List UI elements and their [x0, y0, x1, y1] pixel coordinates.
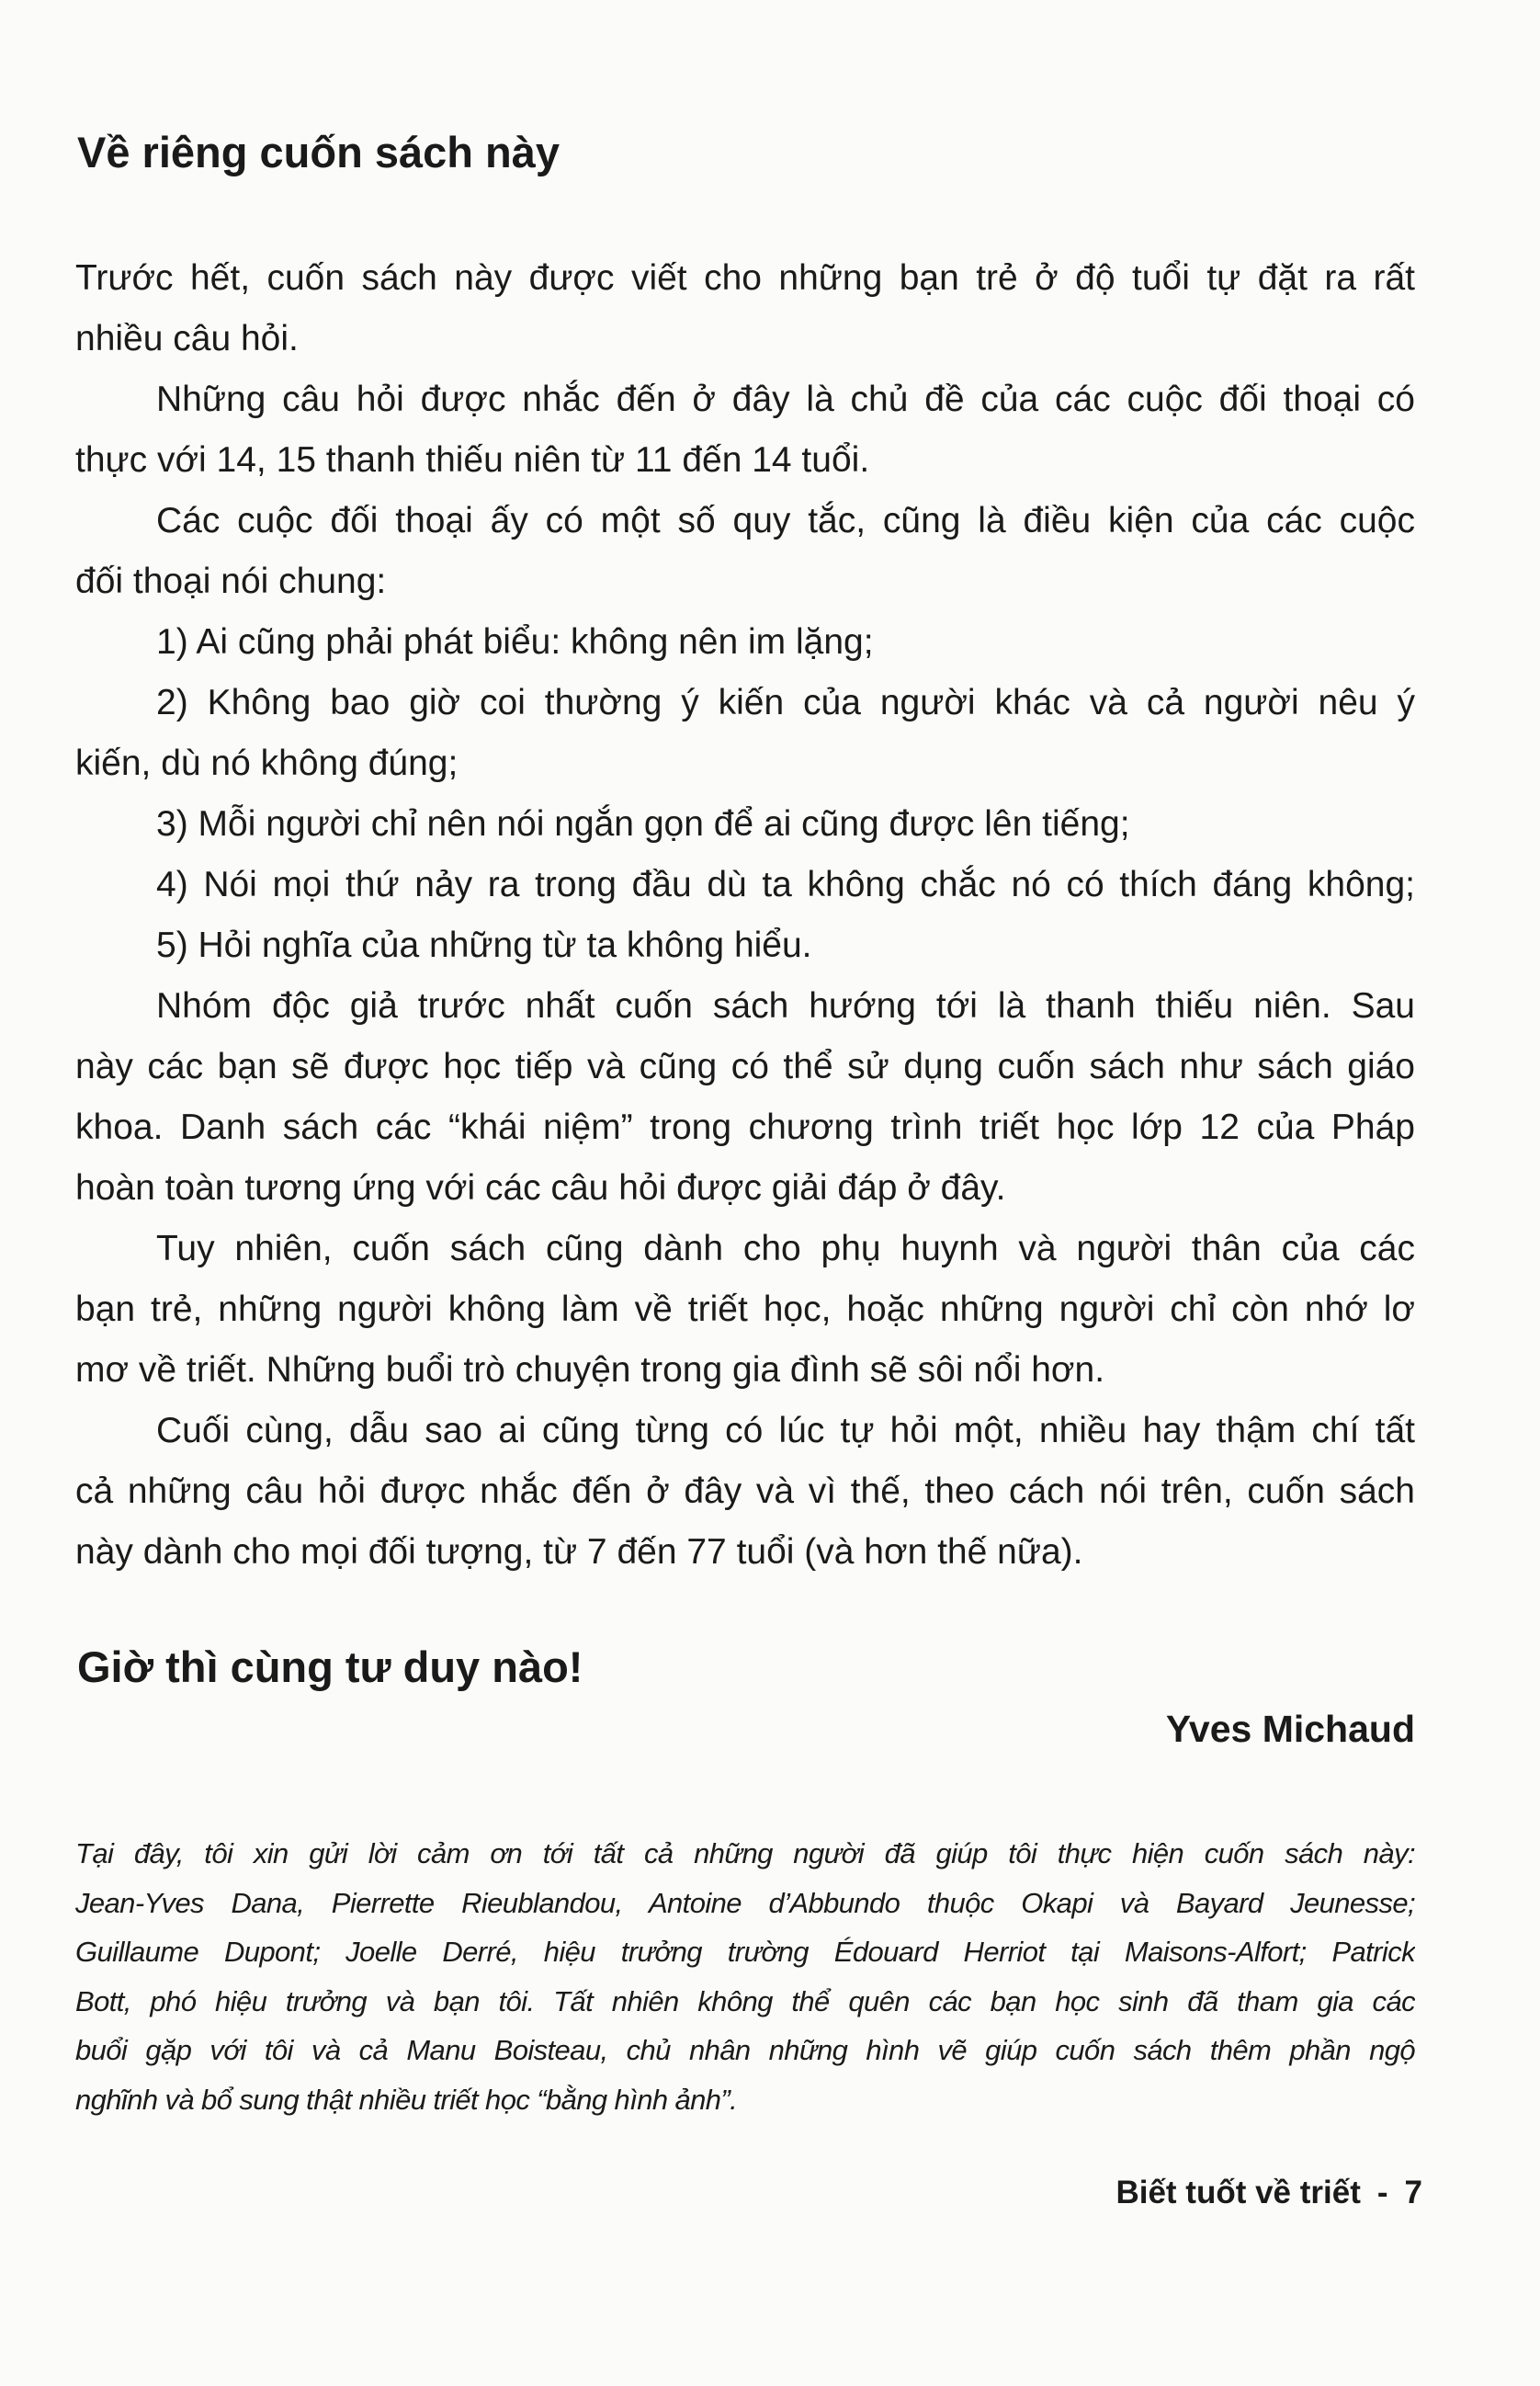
section-heading: Về riêng cuốn sách này — [77, 128, 561, 176]
text-line: Những câu hỏi được nhắc đến ở đây là chủ đề của các cuộc đối thoại có — [156, 380, 1415, 419]
ack-line: Bott, phó hiệu trưởng và bạn tôi. Tất nhiên không thể quên các bạn học sinh đã tham gia các — [75, 1984, 1415, 2017]
ack-line: buổi gặp với tôi và cả Manu Boisteau, chủ nhân những hình vẽ giúp cuốn sách thêm phần ngộ — [75, 2034, 1415, 2066]
page-footer — [1099, 2175, 1422, 2211]
text-line: Cuối cùng, dẫu sao ai cũng từng có lúc tự hỏi một, nhiều hay thậm chí tất — [156, 1411, 1415, 1450]
ack-line: Jean-Yves Dana, Pierrette Rieublandou, Antoine d’Abbundo thuộc Okapi và Bayard Jeunesse; — [75, 1886, 1415, 1919]
text-line: Tuy nhiên, cuốn sách cũng dành cho phụ huynh và người thân của các — [156, 1229, 1415, 1268]
ack-line: Guillaume Dupont; Joelle Derré, hiệu trưởng trường Édouard Herriot tại Maisons-Alfort; Patrick — [75, 1936, 1415, 1968]
text-line: bạn trẻ, những người không làm về triết học, hoặc những người chỉ còn nhớ lơ — [75, 1290, 1415, 1329]
text-line: kiến, dù nó không đúng; — [75, 744, 459, 783]
body-text — [75, 248, 1415, 1583]
text-line: khoa. Danh sách các “khái niệm” trong chương trình triết học lớp 12 của Pháp — [75, 1108, 1415, 1147]
text-line: 2) Không bao giờ coi thường ý kiến của người khác và cả người nêu ý — [156, 683, 1415, 722]
text-line: đối thoại nói chung: — [75, 562, 387, 601]
text-line: cả những câu hỏi được nhắc đến ở đây và vì thế, theo cách nói trên, cuốn sách — [75, 1471, 1415, 1511]
page-number: 7 — [1404, 2175, 1422, 2210]
text-line: hoàn toàn tương ứng với các câu hỏi được giải đáp ở đây. — [75, 1168, 1006, 1208]
text-line: 5) Hỏi nghĩa của những từ ta không hiểu. — [156, 926, 812, 965]
text-line: nhiều câu hỏi. — [75, 319, 299, 358]
footer-separator: - — [1376, 2175, 1388, 2210]
text-line: 3) Mỗi người chỉ nên nói ngắn gọn để ai cũng được lên tiếng; — [156, 804, 1130, 844]
text-line: Các cuộc đối thoại ấy có một số quy tắc, cũng là điều kiện của các cuộc — [156, 501, 1415, 540]
text-line: này dành cho mọi đối tượng, từ 7 đến 77 tuổi (và hơn thế nữa). — [75, 1532, 1083, 1572]
footer-book-title: Biết tuốt về triết — [1115, 2175, 1361, 2210]
text-line: Nhóm độc giả trước nhất cuốn sách hướng tới là thanh thiếu niên. Sau — [156, 986, 1415, 1026]
text-line: này các bạn sẽ được học tiếp và cũng có thể sử dụng cuốn sách như sách giáo — [75, 1047, 1415, 1086]
closing-heading: Giờ thì cùng tư duy nào! — [77, 1642, 583, 1691]
ack-line: nghĩnh và bổ sung thật nhiều triết học “bằng hình ảnh”. — [75, 2083, 738, 2116]
text-line: Trước hết, cuốn sách này được viết cho những bạn trẻ ở độ tuổi tự đặt ra rất — [75, 258, 1415, 298]
text-line: thực với 14, 15 thanh thiếu niên từ 11 đến 14 tuổi. — [75, 440, 870, 480]
text-line: 4) Nói mọi thứ nảy ra trong đầu dù ta không chắc nó có thích đáng không; — [156, 865, 1415, 904]
ack-line: Tại đây, tôi xin gửi lời cảm ơn tới tất cả những người đã giúp tôi thực hiện cuốn sách này: — [75, 1837, 1415, 1869]
text-line: 1) Ai cũng phải phát biểu: không nên im lặng; — [156, 622, 874, 662]
acknowledgements — [75, 1829, 1415, 2124]
text-line: mơ về triết. Những buổi trò chuyện trong gia đình sẽ sôi nổi hơn. — [75, 1350, 1105, 1390]
author-name: Yves Michaud — [1165, 1708, 1415, 1750]
